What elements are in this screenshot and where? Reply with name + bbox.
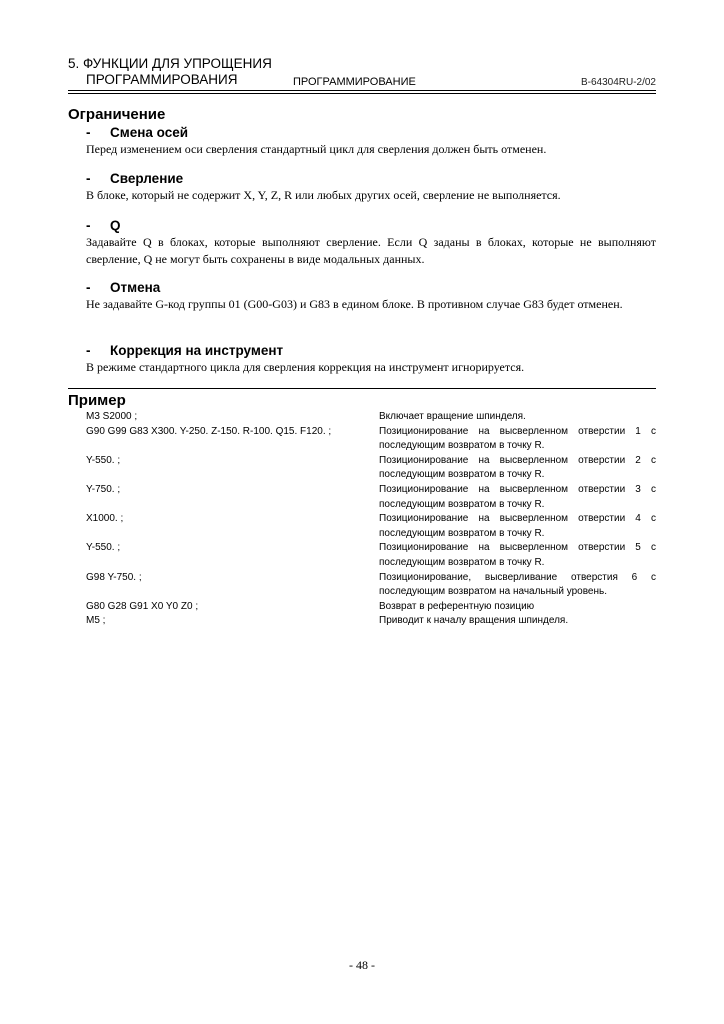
example-row: [86, 571, 656, 600]
nc-code-description: Позиционирование на высверленном отверстии 1 с последующим возвратом в точку R.: [379, 425, 656, 452]
subsection-heading-text: Сверление: [110, 171, 184, 186]
nc-code: Y-750. ;: [86, 483, 121, 495]
nc-code-description: Позиционирование на высверленном отверстии 5 с последующим возвратом в точку R.: [379, 542, 656, 568]
subsection-paragraph: Задавайте Q в блоках, которые выполняют сверление. Если Q заданы в блоках, которые не выполняют сверление, Q не могут быть сохранены в виде модальных данных.: [86, 235, 656, 266]
example-row: [86, 600, 656, 615]
chapter-title-line1: 5. ФУНКЦИИ ДЛЯ УПРОЩЕНИЯ: [68, 56, 272, 71]
example-row: [86, 614, 656, 629]
example-row: [86, 512, 656, 541]
restriction-title: Ограничение: [68, 106, 166, 123]
subsection-heading-text: Отмена: [110, 280, 161, 295]
subsection-heading-text: Q: [110, 218, 121, 233]
example-row: [86, 410, 656, 425]
nc-code: G98 Y-750. ;: [86, 571, 142, 583]
nc-code: M5 ;: [86, 615, 106, 627]
nc-code-description: Возврат в референтную позицию: [379, 600, 535, 612]
subsection-heading: [86, 218, 121, 234]
subsection-heading-text: Смена осей: [110, 125, 189, 140]
dash-bullet: -: [86, 218, 91, 233]
chapter-title-line2: ПРОГРАММИРОВАНИЯ: [86, 72, 238, 87]
nc-code-description: Включает вращение шпинделя.: [379, 411, 526, 422]
subsection-paragraph: Не задавайте G-код группы 01 (G00-G03) и G83 в едином блоке. В противном случае G83 будет отменен.: [86, 297, 623, 311]
subsection-heading: [86, 171, 183, 187]
nc-code: G80 G28 G91 X0 Y0 Z0 ;: [86, 600, 199, 612]
nc-code-description: Позиционирование на высверленном отверстии 3 с последующим возвратом в точку R.: [379, 483, 656, 510]
nc-code: M3 S2000 ;: [86, 411, 138, 422]
page-header: [68, 56, 656, 92]
header-divider-top: [68, 90, 656, 91]
nc-code-description: Позиционирование на высверленном отверстии 2 с последующим возвратом в точку R.: [379, 454, 656, 481]
document-number: B-64304RU-2/02: [580, 77, 656, 88]
subsection-heading: [86, 125, 188, 141]
subsection-heading-text: Коррекция на инструмент: [110, 343, 284, 358]
nc-code: Y-550. ;: [86, 542, 121, 554]
nc-code: X1000. ;: [86, 513, 124, 525]
nc-code: Y-550. ;: [86, 454, 121, 466]
example-title: Пример: [68, 392, 126, 409]
example-row: [86, 425, 656, 454]
example-row: [86, 483, 656, 512]
page-number: - 48 -: [349, 958, 375, 972]
subsection-paragraph: В режиме стандартного цикла для сверления коррекция на инструмент игнорируется.: [86, 360, 525, 374]
nc-code-description: Позиционирование на высверленном отверстии 4 с последующим возвратом в точку R.: [379, 513, 656, 539]
subsection-paragraph: В блоке, который не содержит X, Y, Z, R или любых других осей, сверление не выполняется.: [86, 188, 561, 202]
dash-bullet: -: [86, 280, 91, 295]
subsection-heading: [86, 280, 160, 296]
header-divider-bottom: [68, 93, 656, 94]
example-program-listing: [86, 410, 656, 629]
subsection-heading: [86, 343, 283, 359]
dash-bullet: -: [86, 125, 91, 140]
subsection-paragraph: Перед изменением оси сверления стандартный цикл для сверления должен быть отменен.: [86, 142, 547, 156]
section-divider: [68, 388, 656, 389]
nc-code-description: Приводит к началу вращения шпинделя.: [379, 615, 569, 627]
nc-code: G90 G99 G83 X300. Y-250. Z-150. R-100. Q15. F120. ;: [86, 425, 332, 437]
dash-bullet: -: [86, 171, 91, 186]
dash-bullet: -: [86, 343, 91, 358]
example-row: [86, 541, 656, 570]
example-row: [86, 454, 656, 483]
nc-code-description: Позиционирование, высверливание отверстия 6 с последующим возвратом на начальный уровень.: [379, 571, 656, 598]
section-header: ПРОГРАММИРОВАНИЕ: [293, 76, 416, 88]
